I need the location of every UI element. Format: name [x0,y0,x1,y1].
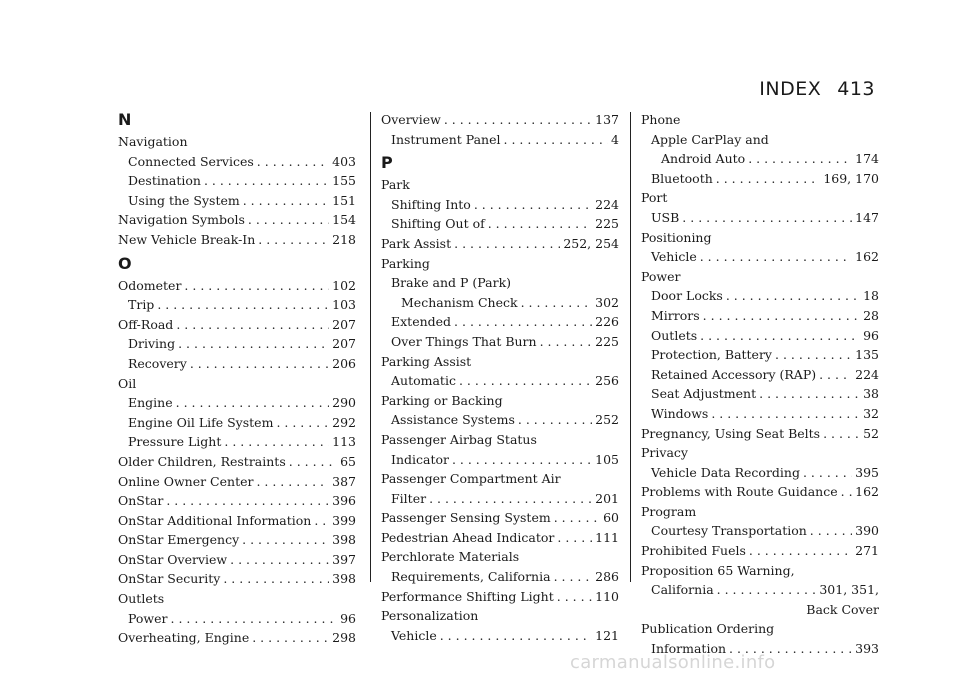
dot-leader [459,371,592,391]
entry-pages: 207 [332,336,356,352]
dot-leader [230,550,329,570]
index-entry [641,541,879,561]
index-heading: Privacy [641,445,688,461]
index-heading: Brake and P (Park) [391,275,512,291]
dot-leader [289,452,337,472]
entry-pages: 271 [855,543,879,559]
index-heading: Passenger Compartment Air [381,471,561,487]
entry-text: USB [651,209,680,225]
entry-text: Pedestrian Ahead Indicator [381,529,555,545]
entry-pages: 38 [863,386,879,402]
index-heading: Port [641,190,668,206]
entry-pages: 224 [595,196,619,212]
entry-text: OnStar [118,493,164,509]
entry-pages: 4 [611,131,619,147]
entry-pages: 96 [863,327,879,343]
entry-text: Filter [391,490,427,506]
dot-leader [554,567,593,587]
index-entry [381,528,619,548]
dot-leader [256,472,329,492]
entry-text: OnStar Overview [118,551,228,567]
dot-leader [488,214,592,234]
index-column-2 [381,110,619,645]
entry-pages: 52 [863,425,879,441]
dot-leader [184,276,329,296]
entry-pages: 298 [332,630,356,646]
dot-leader [276,413,329,433]
index-entry [381,110,619,130]
index-entry [381,587,619,607]
entry-text: Recovery [128,355,187,371]
index-entry [118,276,356,296]
index-entry [118,191,356,211]
dot-leader [557,587,592,607]
index-heading: Power [641,268,681,284]
entry-text: Protection, Battery [651,347,772,363]
entry-text: Overview [381,112,441,127]
dot-leader [504,130,609,150]
dot-leader [557,528,592,548]
entry-text: Navigation Symbols [118,212,245,228]
dot-leader [223,569,329,589]
entry-pages: 169, 170 [823,170,879,186]
dot-leader [841,482,853,502]
dot-leader [540,332,593,352]
entry-text: California [651,582,714,598]
entry-text: Indicator [391,451,449,467]
entry-pages: 111 [595,529,619,545]
index-heading: Oil [118,375,137,391]
dot-leader [176,315,329,335]
entry-pages: 395 [855,464,879,480]
entry-pages: 28 [863,307,879,323]
entry-pages: 60 [603,510,619,526]
entry-pages: 387 [332,473,356,489]
dot-leader [748,149,852,169]
dot-leader [803,463,852,483]
index-entry [641,208,879,228]
entry-text: Pregnancy, Using Seat Belts [641,425,821,441]
entry-text: OnStar Additional Information [118,512,312,528]
entry-text: Using the System [128,192,240,208]
index-entry [641,247,879,267]
entry-text: Android Auto [661,151,746,167]
index-entry [118,530,356,550]
entry-text: Vehicle [391,627,437,643]
index-entry [381,293,619,313]
entry-pages: 397 [332,551,356,567]
entry-pages: 105 [595,451,619,467]
index-heading: Apple CarPlay and [651,131,769,147]
entry-pages: 135 [855,347,879,363]
index-heading: Outlets [118,591,165,607]
entry-text: OnStar Security [118,571,221,587]
dot-leader [242,530,329,550]
entry-text: New Vehicle Break-In [118,231,256,247]
entry-pages: 399 [332,512,356,528]
dot-leader [440,626,592,646]
index-entry [381,626,619,646]
entry-pages: 302 [595,294,619,310]
entry-text: Engine [128,395,173,411]
dot-leader [711,404,860,424]
dot-leader [248,210,329,230]
index-entry [381,410,619,430]
dot-leader [429,489,592,509]
entry-pages: 102 [332,277,356,293]
dot-leader [171,609,338,629]
dot-leader [716,169,821,189]
page-number: 413 [837,78,875,100]
index-entry [118,472,356,492]
dot-leader [700,326,860,346]
entry-pages: 290 [332,395,356,411]
entry-pages: 398 [332,532,356,548]
index-entry [641,169,879,189]
index-entry [118,210,356,230]
entry-text: Older Children, Restraints [118,453,286,469]
dot-leader [258,230,329,250]
index-column-1 [118,110,356,648]
index-heading: Positioning [641,229,712,245]
entry-text: Online Owner Center [118,473,254,489]
entry-pages: 292 [332,414,356,430]
index-heading: Publication Ordering [641,621,775,637]
entry-text: Instrument Panel [391,131,501,147]
entry-pages: 218 [332,231,356,247]
entry-text: OnStar Emergency [118,532,240,548]
index-entry [118,511,356,531]
entry-pages: 225 [595,216,619,232]
index-entry [118,491,356,511]
index-heading: Personalization [381,608,479,624]
section-letter: P [381,153,393,173]
dot-leader [178,334,329,354]
index-entry [641,326,879,346]
entry-text: Passenger Sensing System [381,510,551,526]
index-entry [118,295,356,315]
entry-text: Trip [128,297,155,313]
entry-pages: 396 [332,493,356,509]
index-heading: Parking or Backing [381,392,503,408]
entry-pages: 147 [855,209,879,225]
entry-pages: 151 [332,192,356,208]
index-entry [381,567,619,587]
dot-leader [726,286,860,306]
dot-leader [518,410,592,430]
index-entry [641,463,879,483]
entry-pages: 137 [595,112,619,127]
entry-pages: 113 [332,434,356,450]
section-title: INDEX [759,78,822,100]
entry-pages: 174 [855,151,879,167]
dot-leader [444,110,592,130]
index-entry [118,334,356,354]
entry-text: Pressure Light [128,434,222,450]
entry-pages: 252, 254 [563,235,619,251]
index-entry [118,432,356,452]
entry-text: Off-Road [118,316,174,332]
index-entry [381,508,619,528]
dot-leader [257,152,329,172]
entry-pages: 96 [340,610,356,626]
index-entry [118,315,356,335]
entry-text: Vehicle Data Recording [651,464,800,480]
entry-pages: 65 [340,453,356,469]
entry-text: Engine Oil Life System [128,414,274,430]
entry-text: Windows [651,405,709,421]
entry-pages: 393 [855,641,879,657]
entry-text: Retained Accessory (RAP) [651,366,817,382]
index-heading: Passenger Airbag Status [381,431,537,447]
entry-pages: 201 [595,490,619,506]
entry-text: Requirements, California [391,569,551,585]
entry-pages: 162 [855,484,879,500]
index-entry [381,234,619,254]
index-heading: Perchlorate Materials [381,549,520,565]
index-entry [381,489,619,509]
dot-leader [819,365,852,385]
entry-text: Driving [128,336,176,352]
entry-pages: 301, 351, [819,582,879,598]
dot-leader [204,171,329,191]
index-heading: Navigation [118,134,188,149]
dot-leader [314,511,329,531]
index-entry [118,569,356,589]
index-heading: Proposition 65 Warning, [641,562,795,578]
index-entry [381,130,619,150]
entry-pages: 252 [595,412,619,428]
dot-leader [823,424,860,444]
dot-leader [717,580,817,600]
index-entry [118,413,356,433]
entry-text: Destination [128,173,201,189]
dot-leader [166,491,329,511]
entry-text: Courtesy Transportation [651,523,807,539]
entry-pages: 162 [855,249,879,265]
dot-leader [474,195,592,215]
page-header [759,78,875,100]
index-heading: Park [381,177,410,193]
index-heading: Phone [641,112,681,127]
index-entry [118,354,356,374]
dot-leader [682,208,852,228]
index-entry [641,345,879,365]
dot-leader [243,191,329,211]
entry-text: Problems with Route Guidance [641,484,838,500]
entry-text: Bluetooth [651,170,713,186]
entry-text: Park Assist [381,235,452,251]
entry-text: Shifting Into [391,196,471,212]
entry-pages: 18 [863,288,879,304]
dot-leader [224,432,329,452]
index-entry [118,609,356,629]
entry-text: Automatic [391,373,456,389]
index-entry [641,424,879,444]
dot-leader [454,234,560,254]
index-entry [641,404,879,424]
dot-leader [554,508,600,528]
entry-pages: 207 [332,316,356,332]
section-letter: N [118,110,132,129]
entry-pages: 103 [332,297,356,313]
dot-leader [810,521,852,541]
entry-pages: 226 [595,314,619,330]
dot-leader [700,247,852,267]
index-entry [381,214,619,234]
column-divider [370,112,371,582]
index-entry [118,171,356,191]
index-heading: Program [641,503,697,519]
dot-leader [157,295,329,315]
watermark: carmanualsonline.info [570,652,776,673]
index-entry [118,550,356,570]
section-letter: O [118,253,132,273]
index-entry [641,286,879,306]
index-continuation: Back Cover [806,601,879,617]
entry-pages: 398 [332,571,356,587]
index-heading: Parking [381,255,430,271]
entry-text: Odometer [118,277,182,293]
index-entry [641,580,879,600]
entry-pages: 110 [595,588,619,604]
entry-text: Over Things That Burn [391,333,537,349]
entry-pages: 256 [595,373,619,389]
index-entry [641,306,879,326]
entry-text: Seat Adjustment [651,386,757,402]
entry-text: Mirrors [651,307,700,323]
entry-pages: 224 [855,366,879,382]
index-entry [641,149,879,169]
index-entry [118,152,356,172]
entry-text: Door Locks [651,288,723,304]
entry-pages: 403 [332,153,356,169]
index-entry [641,365,879,385]
index-entry [381,312,619,332]
index-entry [381,195,619,215]
dot-leader [190,354,329,374]
dot-leader [454,312,592,332]
entry-text: Extended [391,314,452,330]
dot-leader [749,541,852,561]
entry-pages: 206 [332,355,356,371]
entry-text: Assistance Systems [391,412,515,428]
index-entry [381,371,619,391]
dot-leader [176,393,330,413]
entry-pages: 225 [595,333,619,349]
dot-leader [521,293,593,313]
entry-text: Outlets [651,327,698,343]
index-entry [118,628,356,648]
dot-leader [775,345,852,365]
entry-text: Information [651,641,727,657]
dot-leader [252,628,329,648]
entry-pages: 32 [863,405,879,421]
entry-pages: 155 [332,173,356,189]
index-entry [641,521,879,541]
index-entry [641,384,879,404]
index-entry [381,450,619,470]
entry-pages: 286 [595,569,619,585]
entry-text: Mechanism Check [401,294,518,310]
dot-leader [452,450,592,470]
entry-text: Overheating, Engine [118,630,250,646]
index-entry [118,452,356,472]
index-entry [118,230,356,250]
entry-text: Performance Shifting Light [381,588,554,604]
entry-text: Connected Services [128,153,254,169]
entry-pages: 154 [332,212,356,228]
index-entry [381,332,619,352]
column-divider [630,112,631,582]
entry-text: Power [128,610,168,626]
index-heading: Parking Assist [381,353,472,369]
entry-text: Shifting Out of [391,216,485,232]
entry-text: Vehicle [651,249,697,265]
entry-text: Prohibited Fuels [641,543,746,559]
index-entry [641,482,879,502]
entry-pages: 390 [855,523,879,539]
index-entry [118,393,356,413]
dot-leader [703,306,860,326]
index-column-3 [641,110,879,659]
dot-leader [759,384,860,404]
entry-pages: 121 [595,627,619,643]
